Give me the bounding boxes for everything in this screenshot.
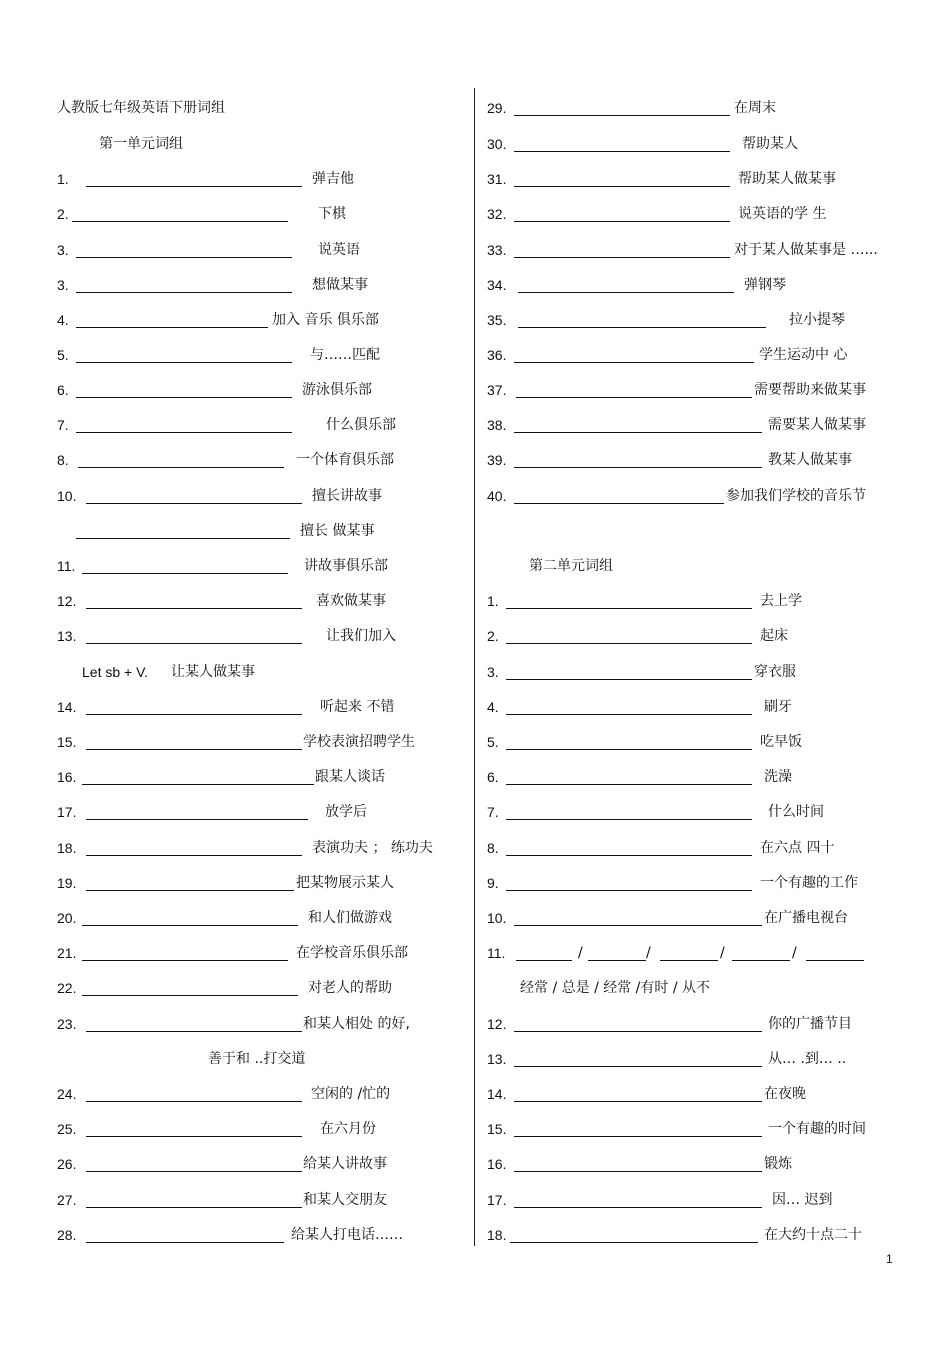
item-meaning: 去上学: [760, 593, 802, 609]
item-meaning: 一个有趣的工作: [760, 875, 858, 891]
item-number: 22.: [57, 980, 77, 996]
list-item: [0, 1014, 474, 1034]
answer-blank[interactable]: [86, 186, 302, 187]
item-number: 26.: [57, 1156, 77, 1172]
item-meaning: 一个有趣的时间: [768, 1121, 866, 1137]
item-number: 17.: [57, 804, 77, 820]
item-meaning: 给某人打电话……: [291, 1227, 403, 1243]
list-item: [476, 240, 950, 260]
list-item: [476, 908, 950, 928]
item-meaning: 跟某人谈话: [315, 769, 385, 785]
item-number: 17.: [487, 1192, 507, 1208]
item-number: 38.: [487, 417, 507, 433]
item-meaning: 你的广播节目: [768, 1016, 852, 1032]
item-meaning: 说英语: [318, 242, 360, 258]
list-item: [0, 626, 474, 646]
item-meaning: 因… 迟到: [772, 1192, 833, 1208]
answer-blank[interactable]: [514, 1171, 762, 1172]
list-item: [0, 697, 474, 717]
answer-blank[interactable]: [514, 362, 754, 363]
answer-blank[interactable]: [514, 221, 730, 222]
answer-blank[interactable]: [506, 714, 752, 715]
answer-blank[interactable]: [86, 855, 302, 856]
item-number: 8.: [487, 840, 499, 856]
list-item: [0, 591, 474, 611]
item-meaning: 和某人相处 的好,: [303, 1016, 410, 1032]
list-item: [0, 240, 474, 260]
item-number: 40.: [487, 488, 507, 504]
item-number: 23.: [57, 1016, 77, 1032]
list-item: [0, 275, 474, 295]
item-meaning: 需要帮助来做某事: [754, 382, 866, 398]
item-meaning: 加入 音乐 俱乐部: [272, 312, 379, 328]
item-meaning: 空闲的 /忙的: [311, 1086, 391, 1102]
item-meaning: 擅长讲故事: [312, 488, 382, 504]
slash-separator: /: [720, 945, 725, 961]
item-meaning: 一个体育俱乐部: [296, 452, 394, 468]
answer-blank[interactable]: [86, 1207, 302, 1208]
answer-blank[interactable]: [514, 186, 730, 187]
answer-blank[interactable]: [82, 995, 298, 996]
item-meaning: 从… .到… ..: [768, 1051, 847, 1067]
item-continuation: 善于和 ..打交道: [208, 1051, 306, 1067]
item-meaning: 在六月份: [320, 1121, 376, 1137]
list-item: [0, 943, 474, 963]
document-title: 人教版七年级英语下册词组: [57, 100, 225, 116]
item-number: 3.: [487, 664, 499, 680]
item-number: 29.: [487, 100, 507, 116]
answer-blank[interactable]: [514, 1136, 762, 1137]
list-item: [0, 345, 474, 365]
item-meaning: 在夜晚: [764, 1086, 806, 1102]
answer-blank[interactable]: [514, 467, 762, 468]
grammar-note-cn: 让某人做某事: [171, 664, 255, 680]
item-meaning: 擅长 做某事: [300, 523, 375, 539]
answer-blank[interactable]: [732, 960, 790, 961]
list-item: [0, 802, 474, 822]
item-meaning: 表演功夫 ； 练功夫: [312, 840, 433, 856]
answer-blank[interactable]: [506, 749, 752, 750]
list-item: [0, 204, 474, 224]
item-number: 15.: [57, 734, 77, 750]
item-number: 37.: [487, 382, 507, 398]
item-number: 10.: [487, 910, 507, 926]
answer-blank[interactable]: [72, 221, 288, 222]
item-number: 28.: [57, 1227, 77, 1243]
list-item: [476, 450, 950, 470]
list-item: [0, 908, 474, 928]
answer-blank[interactable]: [76, 257, 292, 258]
item-number: 3.: [57, 242, 69, 258]
list-item: [0, 767, 474, 787]
answer-blank[interactable]: [514, 925, 762, 926]
answer-blank[interactable]: [506, 819, 752, 820]
answer-blank[interactable]: [506, 608, 752, 609]
item-meaning: 帮助某人: [742, 136, 798, 152]
item-number: 18.: [487, 1227, 507, 1243]
list-item: [476, 873, 950, 893]
answer-blank[interactable]: [514, 1066, 762, 1067]
item-number: 1.: [487, 593, 499, 609]
item-number: 19.: [57, 875, 77, 891]
answer-blank[interactable]: [518, 327, 766, 328]
answer-blank[interactable]: [514, 115, 730, 116]
list-item: [0, 521, 474, 541]
item-meaning: 什么俱乐部: [326, 417, 396, 433]
answer-blank[interactable]: [86, 1031, 302, 1032]
answer-blank[interactable]: [86, 819, 308, 820]
answer-blank[interactable]: [516, 397, 752, 398]
item-meaning: 和某人交朋友: [303, 1192, 387, 1208]
list-item: [476, 275, 950, 295]
list-item: [0, 732, 474, 752]
item-meaning: 下棋: [318, 206, 346, 222]
list-item: [476, 1154, 950, 1174]
answer-blank[interactable]: [76, 292, 292, 293]
answer-blank[interactable]: [514, 432, 762, 433]
answer-blank[interactable]: [506, 784, 752, 785]
list-item: [476, 345, 950, 365]
answer-blank[interactable]: [82, 573, 288, 574]
answer-blank[interactable]: [660, 960, 718, 961]
item-meaning: 在学校音乐俱乐部: [296, 945, 408, 961]
list-item: [0, 310, 474, 330]
answer-blank[interactable]: [86, 1101, 302, 1102]
item-meaning: 与……匹配: [310, 347, 380, 363]
item-meaning: 吃早饭: [760, 734, 802, 750]
item-meaning: 学生运动中 心: [759, 347, 848, 363]
answer-blank[interactable]: [86, 503, 302, 504]
page-number: 1: [886, 1252, 893, 1266]
list-item: [476, 697, 950, 717]
item-number: 2.: [57, 206, 69, 222]
answer-blank[interactable]: [506, 643, 752, 644]
list-item: [0, 169, 474, 189]
item-number: 33.: [487, 242, 507, 258]
item-meaning: 锻炼: [764, 1156, 792, 1172]
list-item: [0, 556, 474, 576]
unit2-heading: 第二单元词组: [529, 558, 613, 574]
answer-blank[interactable]: [514, 257, 730, 258]
item-meaning: 洗澡: [764, 769, 792, 785]
answer-blank[interactable]: [86, 890, 294, 891]
list-item: [476, 380, 950, 400]
list-item: [476, 626, 950, 646]
list-item: [0, 1154, 474, 1174]
list-item: [0, 1225, 474, 1245]
answer-blank[interactable]: [76, 362, 292, 363]
list-item: [476, 1084, 950, 1104]
list-item: [476, 591, 950, 611]
item-meaning: 讲故事俱乐部: [304, 558, 388, 574]
answer-blank[interactable]: [86, 1242, 284, 1243]
item-number: 36.: [487, 347, 507, 363]
list-item: [476, 415, 950, 435]
item-number: 6.: [57, 382, 69, 398]
frequency-meanings: 经常 / 总是 / 经常 /有时 / 从不: [520, 980, 711, 996]
item-meaning: 帮助某人做某事: [738, 171, 836, 187]
item-meaning: 参加我们学校的音乐节: [726, 488, 866, 504]
item-meaning: 和人们做游戏: [308, 910, 392, 926]
answer-blank[interactable]: [518, 292, 734, 293]
list-item: [0, 450, 474, 470]
grammar-note-en: Let sb + V.: [82, 664, 149, 680]
item-meaning: 教某人做某事: [768, 452, 852, 468]
list-item: [0, 978, 474, 998]
item-meaning: 在大约十点二十: [764, 1227, 862, 1243]
item-number: 12.: [57, 593, 77, 609]
item-number: 11.: [487, 945, 506, 961]
answer-blank[interactable]: [506, 890, 752, 891]
item-number: 4.: [487, 699, 499, 715]
answer-blank[interactable]: [76, 538, 290, 539]
answer-blank[interactable]: [806, 960, 864, 961]
answer-blank[interactable]: [514, 1101, 762, 1102]
list-item: [476, 1014, 950, 1034]
answer-blank[interactable]: [86, 1171, 302, 1172]
answer-blank[interactable]: [76, 327, 268, 328]
answer-blank[interactable]: [86, 643, 302, 644]
item-meaning: 喜欢做某事: [316, 593, 386, 609]
item-meaning: 放学后: [325, 804, 367, 820]
answer-blank[interactable]: [506, 855, 752, 856]
item-number: 31.: [487, 171, 507, 187]
list-item: [0, 1084, 474, 1104]
answer-blank[interactable]: [514, 1031, 762, 1032]
list-item: [476, 1190, 950, 1210]
item-number: 16.: [57, 769, 77, 785]
item-number: 20.: [57, 910, 77, 926]
column-divider: [474, 88, 475, 1246]
item-meaning: 什么时间: [768, 804, 824, 820]
answer-blank[interactable]: [82, 784, 314, 785]
item-number: 10.: [57, 488, 77, 504]
answer-blank[interactable]: [510, 1242, 758, 1243]
item-number: 7.: [57, 417, 69, 433]
item-number: 34.: [487, 277, 507, 293]
answer-blank[interactable]: [76, 432, 292, 433]
item-meaning: 在周末: [734, 100, 776, 116]
list-item: [476, 98, 950, 118]
item-number: 27.: [57, 1192, 77, 1208]
list-item: [0, 486, 474, 506]
item-meaning: 听起来 不错: [320, 699, 395, 715]
list-item: [0, 415, 474, 435]
item-meaning: 说英语的学 生: [738, 206, 827, 222]
item-number: 24.: [57, 1086, 77, 1102]
answer-blank[interactable]: [78, 467, 284, 468]
item-meaning: 需要某人做某事: [768, 417, 866, 433]
item-number: 35.: [487, 312, 507, 328]
list-item: [476, 662, 950, 682]
list-item: [476, 732, 950, 752]
list-item: [476, 486, 950, 506]
unit1-heading: 第一单元词组: [99, 136, 183, 152]
item-number: 6.: [487, 769, 499, 785]
item-number: 25.: [57, 1121, 77, 1137]
item-meaning: 弹钢琴: [744, 277, 786, 293]
answer-blank[interactable]: [514, 503, 724, 504]
item-number: 11.: [57, 558, 76, 574]
item-number: 21.: [57, 945, 77, 961]
item-meaning: 起床: [760, 628, 788, 644]
list-item: [0, 873, 474, 893]
item-meaning: 穿衣服: [754, 664, 796, 680]
answer-blank[interactable]: [514, 151, 730, 152]
slash-separator: /: [646, 945, 651, 961]
item-number: 18.: [57, 840, 77, 856]
item-number: 7.: [487, 804, 499, 820]
list-item: [476, 204, 950, 224]
list-item: [476, 1119, 950, 1139]
list-item: [0, 380, 474, 400]
answer-blank[interactable]: [86, 608, 302, 609]
item-number: 1.: [57, 171, 69, 187]
item-number: 9.: [487, 875, 499, 891]
list-item: [476, 310, 950, 330]
item-number: 15.: [487, 1121, 507, 1137]
item-number: 16.: [487, 1156, 507, 1172]
item-meaning: 把某物展示某人: [296, 875, 394, 891]
item-number: 32.: [487, 206, 507, 222]
item-number: 30.: [487, 136, 507, 152]
item-meaning: 拉小提琴: [789, 312, 845, 328]
item-meaning: 想做某事: [312, 277, 368, 293]
item-number: 14.: [487, 1086, 507, 1102]
answer-blank[interactable]: [86, 1136, 302, 1137]
item-number: 5.: [57, 347, 69, 363]
answer-blank[interactable]: [588, 960, 646, 961]
item-number: 14.: [57, 699, 77, 715]
answer-blank[interactable]: [86, 749, 302, 750]
item-number: 4.: [57, 312, 69, 328]
item-number: 5.: [487, 734, 499, 750]
slash-separator: /: [792, 945, 797, 961]
slash-separator: /: [578, 945, 583, 961]
answer-blank[interactable]: [82, 960, 288, 961]
answer-blank[interactable]: [514, 1207, 762, 1208]
list-item: [476, 134, 950, 154]
answer-blank[interactable]: [82, 925, 298, 926]
frequency-row: [476, 943, 950, 963]
item-number: 8.: [57, 452, 69, 468]
item-number: 3.: [57, 277, 69, 293]
item-meaning: 刷牙: [764, 699, 792, 715]
list-item: [476, 1225, 950, 1245]
answer-blank[interactable]: [506, 679, 752, 680]
answer-blank[interactable]: [86, 714, 302, 715]
item-meaning: 在广播电视台: [764, 910, 848, 926]
list-item: [0, 1119, 474, 1139]
list-item: [476, 1049, 950, 1069]
item-meaning: 对老人的帮助: [308, 980, 392, 996]
item-number: 13.: [57, 628, 77, 644]
item-meaning: 游泳俱乐部: [302, 382, 372, 398]
item-number: 2.: [487, 628, 499, 644]
item-meaning: 弹吉他: [312, 171, 354, 187]
item-meaning: 给某人讲故事: [303, 1156, 387, 1172]
list-item: [476, 767, 950, 787]
list-item: [476, 169, 950, 189]
answer-blank[interactable]: [76, 397, 292, 398]
list-item: [476, 838, 950, 858]
item-meaning: 对于某人做某事是 …...: [734, 242, 878, 258]
item-meaning: 学校表演招聘学生: [303, 734, 415, 750]
item-number: 12.: [487, 1016, 507, 1032]
item-number: 13.: [487, 1051, 507, 1067]
item-meaning: 在六点 四十: [760, 840, 835, 856]
item-meaning: 让我们加入: [326, 628, 396, 644]
list-item: [0, 838, 474, 858]
answer-blank[interactable]: [516, 960, 572, 961]
list-item: [0, 1190, 474, 1210]
list-item: [476, 802, 950, 822]
item-number: 39.: [487, 452, 507, 468]
